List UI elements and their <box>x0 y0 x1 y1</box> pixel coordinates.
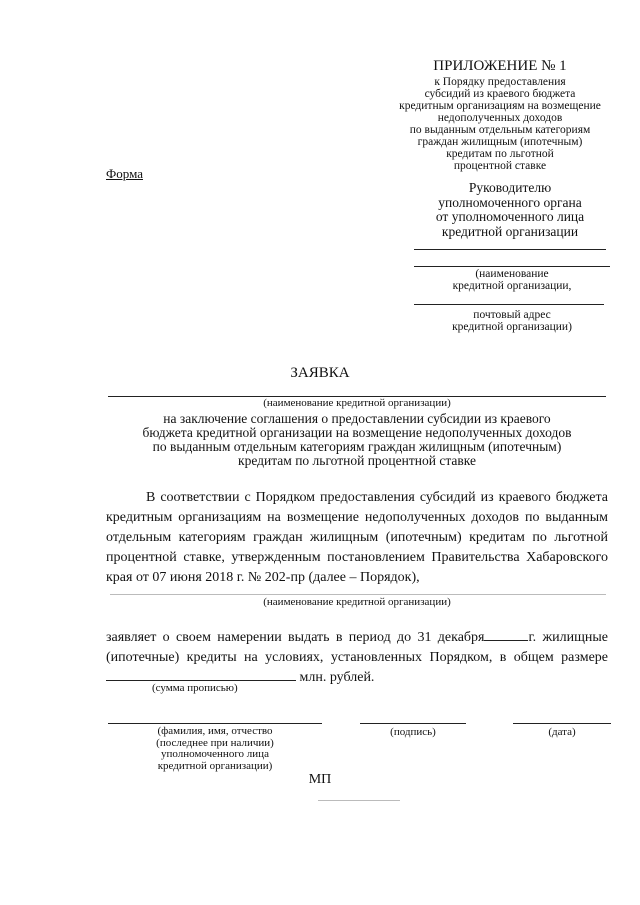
addressee-block <box>410 181 610 239</box>
caption-postal-address <box>412 309 612 333</box>
annex-subtitle-line: процентной ставке <box>453 160 547 172</box>
addressee-line: от уполномоченного лица <box>435 209 585 224</box>
annex-subtitle-line: к Порядку предоставления <box>434 76 566 88</box>
caption-fio <box>130 726 300 772</box>
annex-subtitle-line: кредитам по льготной <box>446 148 554 160</box>
stamp-placeholder: МП <box>308 772 332 787</box>
annex-subtitle-line: кредитным организациям на возмещение <box>399 100 601 112</box>
subject-line: бюджета кредитной организации на возмещение недополученных доходов <box>142 425 572 440</box>
statement-text: г. жилищные (ипотечные) кредиты на условиях, установленных Порядком, в общем размере <box>106 630 608 665</box>
caption-signature: (подпись) <box>390 726 436 738</box>
caption-line: (последнее при наличии) <box>156 736 274 749</box>
year-blank <box>484 628 528 641</box>
annex-subtitle-line: по выданным отдельным категориям <box>409 124 591 136</box>
document-title: ЗАЯВКА <box>290 365 350 381</box>
caption-line: почтовый адрес <box>473 309 551 321</box>
addressee-line: кредитной организации <box>441 223 579 239</box>
amount-blank <box>106 668 296 681</box>
caption-org-name <box>412 268 612 292</box>
caption-sum: (сумма прописью) <box>152 682 238 694</box>
body-paragraph: В соответствии с Порядком предоставления субсидий из краевого бюджета кредитным организациям на возмещение недополученных доходов по выданным отдельным категориям граждан жилищным (ипотечным) кредитам по льготной процентной ставке, утвержденным постановлением Правительства Хабаровского края от 07 июня 2018 г. № 202-пр (далее – Порядок), <box>106 490 608 585</box>
caption-line: кредитной организации, <box>452 280 572 292</box>
addressee-line: Руководителю <box>468 180 552 195</box>
caption-line: (фамилия, имя, отчество <box>157 725 273 737</box>
annex-subtitle-line: недополученных доходов <box>437 112 563 124</box>
annex-title: ПРИЛОЖЕНИЕ № 1 <box>433 58 567 74</box>
fill-line <box>513 723 611 724</box>
caption-line: кредитной организации) <box>452 321 572 333</box>
fill-line <box>414 266 610 267</box>
fill-line <box>414 304 604 305</box>
annex-subtitle <box>392 76 608 172</box>
fill-line <box>110 594 606 595</box>
document-subject <box>108 412 606 468</box>
fill-line <box>414 249 606 250</box>
caption-line: уполномоченного лица <box>161 748 269 760</box>
form-label: Форма <box>106 166 143 181</box>
caption-line: кредитной организации) <box>157 759 273 772</box>
annex-subtitle-line: субсидий из краевого бюджета <box>424 88 576 100</box>
addressee-line: уполномоченного органа <box>438 194 582 210</box>
caption-org: (наименование кредитной организации) <box>263 596 451 608</box>
caption-date: (дата) <box>548 726 576 738</box>
statement-text: млн. рублей. <box>299 670 375 685</box>
subject-line: по выданным отдельным категориям граждан жилищным (ипотечным) <box>152 439 562 454</box>
statement-paragraph <box>106 628 608 688</box>
annex-subtitle-line: граждан жилищным (ипотечным) <box>417 136 583 148</box>
caption-org: (наименование кредитной организации) <box>263 397 451 409</box>
subject-line: на заключение соглашения о предоставлении субсидии из краевого <box>163 411 551 426</box>
statement-text: заявляет о своем намерении выдать в период до 31 декабря <box>106 630 485 645</box>
subject-line: кредитам по льготной процентной ставке <box>238 453 476 468</box>
caption-line: (наименование <box>475 268 549 280</box>
fill-line <box>318 800 400 801</box>
fill-line <box>108 723 322 724</box>
fill-line <box>360 723 466 724</box>
